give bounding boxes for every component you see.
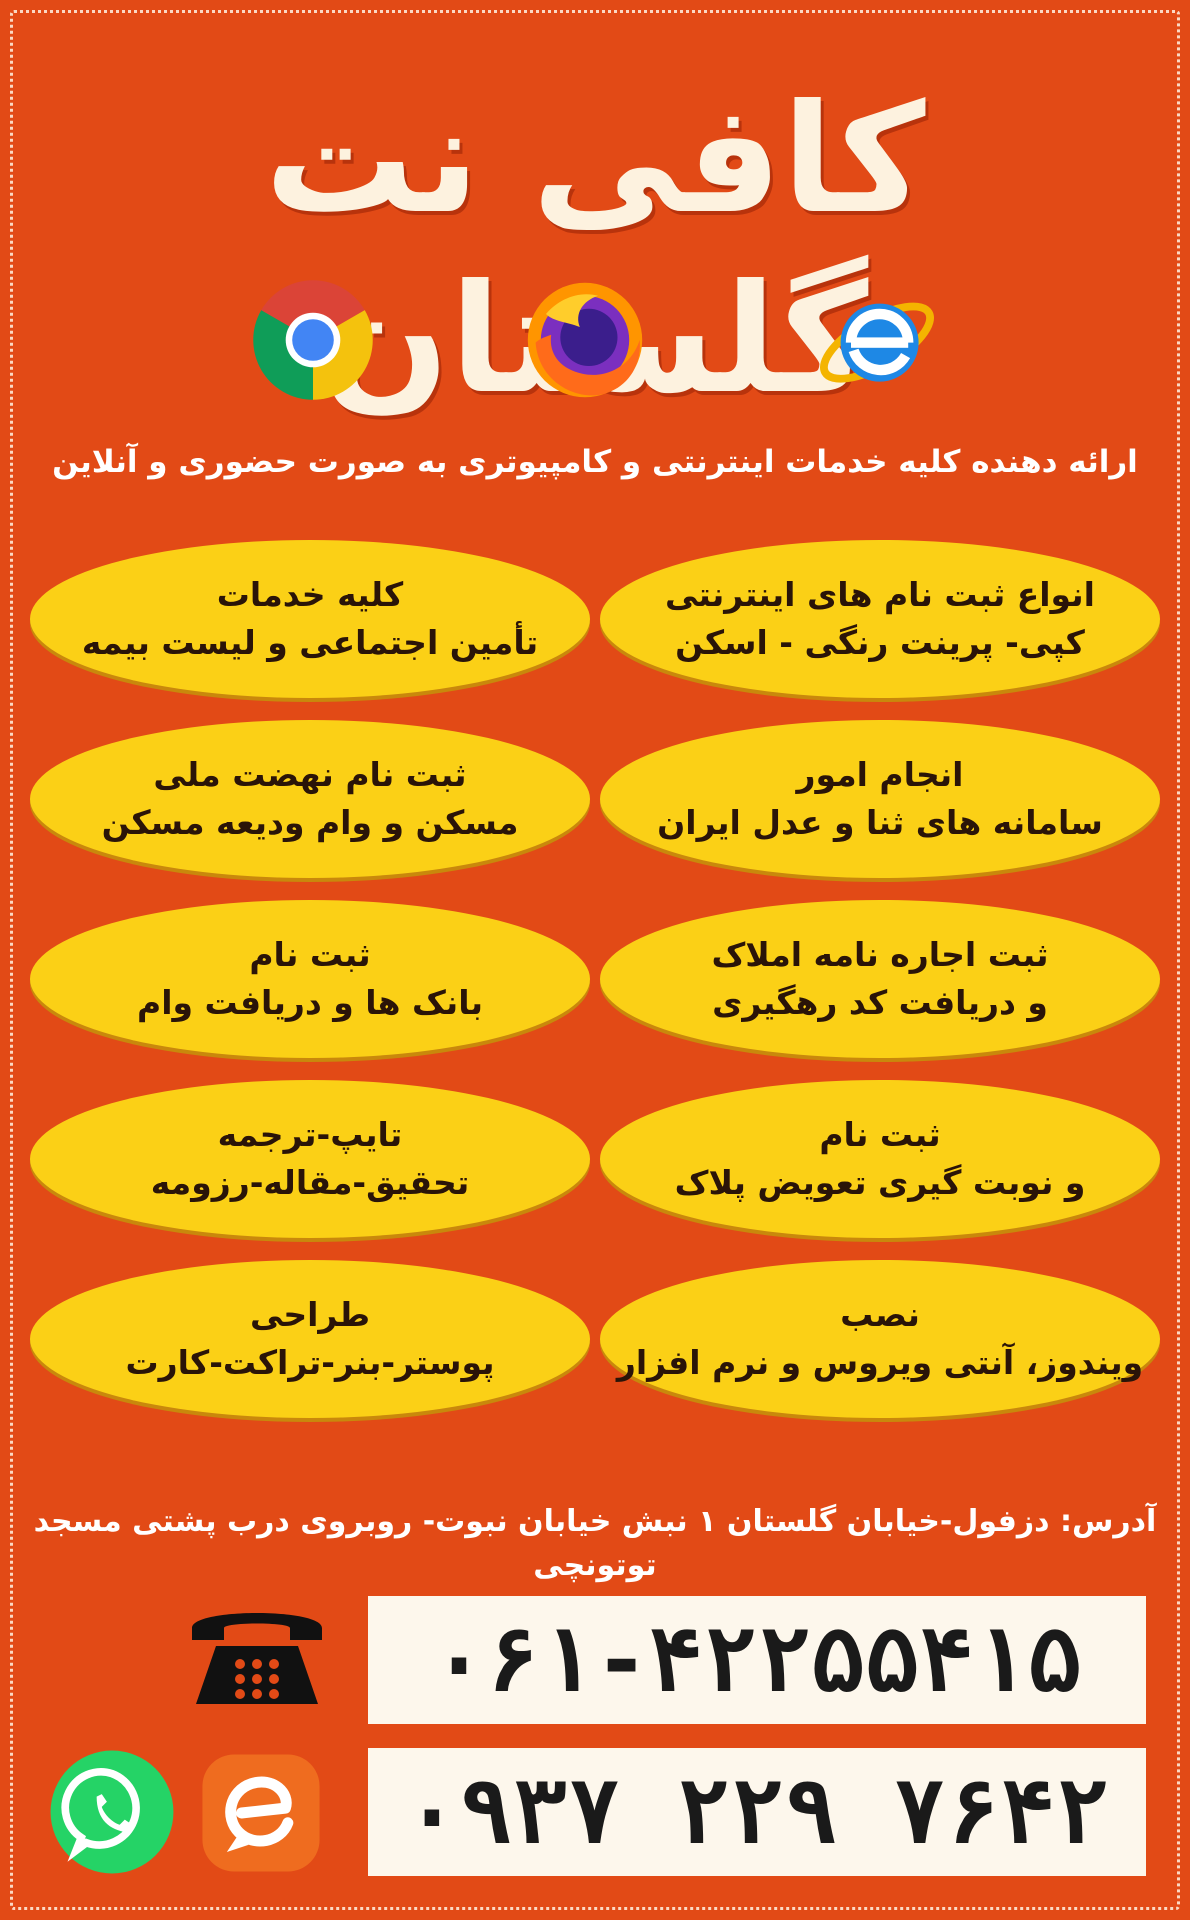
service-line-1: ثبت نام bbox=[819, 1115, 941, 1154]
service-line-1: ثبت نام bbox=[249, 935, 371, 974]
whatsapp-icon bbox=[48, 1748, 176, 1876]
firefox-icon bbox=[520, 275, 650, 405]
internet-explorer-icon bbox=[812, 275, 942, 405]
service-line-1: ثبت اجاره نامه املاک bbox=[711, 935, 1049, 974]
service-line-1: طراحی bbox=[249, 1295, 371, 1334]
service-item bbox=[30, 1080, 590, 1238]
service-line-2: کپی- پرینت رنگی - اسکن bbox=[675, 623, 1085, 662]
service-item bbox=[30, 720, 590, 878]
mobile-number: ۰۹۳۷ ۲۲۹ ۷۶۴۲ bbox=[404, 1759, 1110, 1865]
mobile-number-box bbox=[368, 1748, 1146, 1876]
telephone-icon bbox=[182, 1600, 332, 1710]
service-line-1: نصب bbox=[840, 1295, 920, 1334]
service-line-1: انواع ثبت نام های اینترنتی bbox=[665, 575, 1095, 614]
service-line-2: ویندوز، آنتی ویروس و نرم افزار bbox=[616, 1343, 1144, 1382]
service-item bbox=[600, 1260, 1160, 1418]
landline-number: ۰۶۱-۴۲۲۵۵۴۱۵ bbox=[431, 1607, 1083, 1713]
page-title: کافی نت bbox=[264, 73, 926, 247]
service-item bbox=[600, 900, 1160, 1058]
address: آدرس: دزفول-خیابان گلستان ۱ نبش خیابان نبوت- روبروی درب پشتی مسجد توتونچی bbox=[33, 1504, 1157, 1583]
landline-number-box bbox=[368, 1596, 1146, 1724]
service-line-2: پوستر-بنر-تراکت-کارت bbox=[125, 1343, 495, 1382]
browser-icons-row bbox=[0, 275, 1190, 405]
service-line-2: بانک ها و دریافت وام bbox=[137, 983, 483, 1022]
subtitle: ارائه دهنده کلیه خدمات اینترنتی و کامپیوتری به صورت حضوری و آنلاین bbox=[52, 444, 1138, 480]
service-item bbox=[600, 720, 1160, 878]
service-line-2: سامانه های ثنا و عدل ایران bbox=[657, 803, 1103, 842]
eitaa-icon bbox=[200, 1752, 322, 1874]
service-line-2: مسکن و وام ودیعه مسکن bbox=[101, 803, 519, 842]
services-grid bbox=[0, 540, 1190, 1440]
service-item bbox=[30, 900, 590, 1058]
service-line-2: تحقیق-مقاله-رزومه bbox=[150, 1163, 470, 1202]
service-line-2: و نوبت گیری تعویض پلاک bbox=[674, 1163, 1086, 1202]
service-item bbox=[30, 540, 590, 698]
service-line-1: انجام امور bbox=[796, 755, 964, 794]
service-line-1: تایپ-ترجمه bbox=[217, 1115, 403, 1154]
service-line-2: و دریافت کد رهگیری bbox=[712, 983, 1048, 1022]
chrome-icon bbox=[248, 275, 378, 405]
service-item bbox=[600, 540, 1160, 698]
service-line-2: تأمین اجتماعی و لیست بیمه bbox=[81, 623, 539, 662]
service-line-1: ثبت نام نهضت ملی bbox=[153, 755, 467, 794]
service-item bbox=[600, 1080, 1160, 1238]
service-item bbox=[30, 1260, 590, 1418]
service-line-1: کلیه خدمات bbox=[216, 575, 404, 614]
